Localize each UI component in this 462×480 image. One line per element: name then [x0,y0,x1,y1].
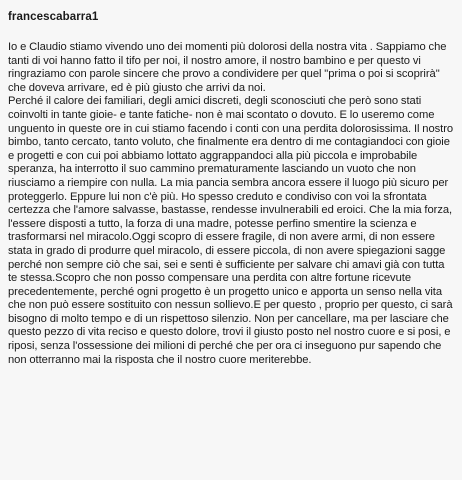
post-caption [8,41,454,367]
post-username[interactable]: francescabarra1 [8,11,99,23]
caption-paragraph-1: Io e Claudio stiamo vivendo uno dei momenti più dolorosi della nostra vita . Sappiamo che tanti di voi hanno fatto il tifo per noi, il nostro amore, il nostro bambino e per questo vi ringraziamo con parole sincere che provo a condividere per quel "prima o poi si scoprirà" che doveva arrivare, ed è più giusto che arrivi da noi. [8,41,447,94]
caption-paragraph-2: Perché il calore dei familiari, degli amici discreti, degli sconosciuti che però sono stati coinvolti in tante gioie- e tante fatiche- non è mai scontato o dovuto. E lo useremo come unguento in queste ore in cui stiamo facendo i conti con una perdita dolorosissima. Il nostro bimbo, tanto cercato, tanto voluto, che finalmente era dentro di me contagiandoci con gioie e progetti e con cui poi abbiamo lottato aggrappandoci alla più piccola e improbabile speranza, ha interrotto il suo cammino prematuramente lasciando un vuoto che non riusciamo a riempire con nulla. La mia pancia sembra ancora essere il luogo più sicuro per proteggerlo. Eppure lui non c'è più. Ho spesso creduto e condiviso con voi la sfrontata certezza che l'amore salvasse, bastasse, rendesse invulnerabili ed eroici. Che la mia forza, l'essere disposti a tutto, la forza di una madre, potesse perfino smentire la scienza e trasformarsi nel miracolo.Oggi scopro di essere fragile, di non avere armi, di non essere stata in grado di produrre quel miracolo, di essere piccola, di non avere spiegazioni sagge perché non sempre ciò che sai, sei e senti è sufficiente per salvare chi amavi già con tutta te stessa.Scopro che non posso compensare una perdita con altre fortune ricevute precedentemente, perché ogni progetto è un progetto unico e apporta un senso nella vita che non può essere sostituito con nessun sollievo.E per questo , proprio per questo, ci sarà bisogno di molto tempo e di un rispettoso silenzio. Non per cancellare, ma per lasciare che questo pezzo di vita reciso e questo dolore, trovi il giusto posto nel nostro cuore e si posi, e riposi, senza l'ossessione dei milioni di perché che per ora ci inseguono pur sapendo che non otterranno mai la risposta che il nostro cuore meriterebbe. [8,95,454,366]
